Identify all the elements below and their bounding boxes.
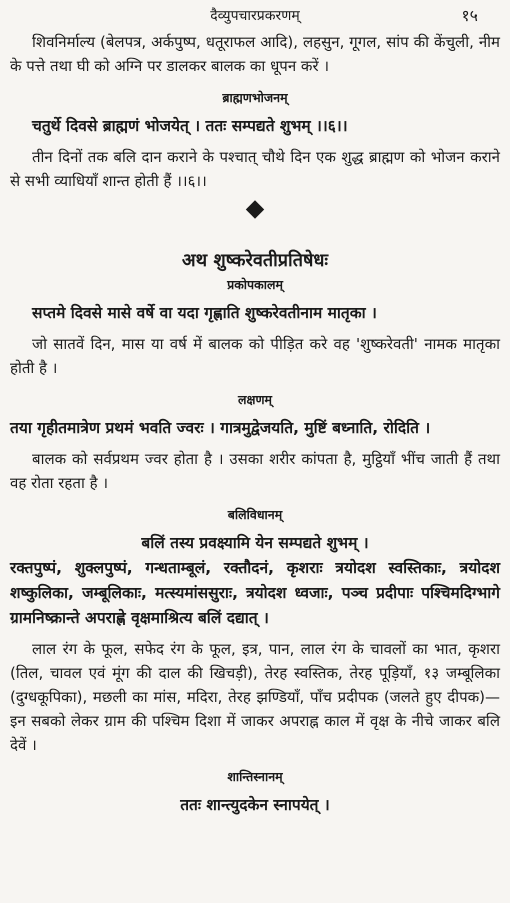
verse-shanti: ततः शान्त्युदकेन स्नापयेत् । [180, 796, 330, 814]
heading-brahmana-bhojanam: ब्राह्मणभोजनम् [222, 90, 288, 105]
diamond-icon [246, 200, 264, 218]
verse-lakshana: तया गृहीतमात्रेण प्रथमं भवति ज्वरः । गात्रमुद्वेजयति, मुष्टिं बध्नाति, रोदिति । [10, 419, 431, 437]
page-number: १५ [461, 6, 478, 25]
heading-bali-vidhanam: बलिविधानम् [227, 507, 283, 522]
heading-prakopa-kalam: प्रकोपकालम् [227, 277, 283, 292]
translation-brahmana: तीन दिनों तक बलि दान कराने के पश्चात् चौथे दिन एक शुद्ध ब्राह्मण को भोजन कराने से सभी व्याधियाँ शान्त होती हैं ।।६।। [10, 148, 500, 190]
heading-lakshanam: लक्षणम् [238, 392, 272, 407]
verse-bali-intro: बलिं तस्य प्रवक्ष्यामि येन सम्पद्यते शुभम् । [141, 534, 369, 552]
chapter-title: अथ शुष्करेवतीप्रतिषेधः [181, 250, 329, 271]
translation-lakshana: बालक को सर्वप्रथम ज्वर होता है । उसका शरीर कांपता है, मुट्ठियाँ भींच जाती हैं तथा वह रोता रहता है । [10, 450, 500, 492]
verse-bali-block: रक्तपुष्पं, शुक्लपुष्पं, गन्धताम्बूलं, रक्तौदनं, कृशराः त्रयोदश स्वस्तिकाः, त्रयोदश शष्कुलिका, जम्बूलिकाः, मत्स्यमांससुराः, त्रयोदश ध्वजाः, पञ्च प्रदीपाः पश्चिमदिग्भागे ग्रामनिष्क्रान्ते अपराह्णे वृक्षमाश्रित्य बलिं दद्यात् । [10, 559, 500, 627]
heading-shanti-snanam: शान्तिस्नानम् [227, 769, 283, 784]
intro-paragraph: शिवनिर्माल्य (बेलपत्र, अर्कपुष्प, धतूराफल आदि), लहसुन, गूगल, सांप की केंचुली, नीम के पत्ते तथा घी को अग्नि पर डालकर बालक का धूपन करें । [10, 33, 500, 75]
verse-prakopa: सप्तमे दिवसे मासे वर्षे वा यदा गृह्णाति शुष्करेवतीनाम मातृका । [32, 304, 377, 322]
translation-bali: लाल रंग के फूल, सफेद रंग के फूल, इत्र, पान, लाल रंग के चावलों का भात, कृशरा (तिल, चावल एवं मूंग की दाल की खिचड़ी), तेरह स्वस्तिक, तेरह पूड़ियाँ, १३ जम्बूलिका (दुग्धकूपिका), मछली का मांस, मदिरा, तेरह झण्डियाँ, पाँच प्रदीपक (जलते हुए दीपक)—इन सबको लेकर ग्राम की पश्चिम दिशा में जाकर अपराह्न काल में वृक्ष के नीचे जाकर बलि देवें । [10, 640, 500, 754]
section-ornament [10, 193, 500, 237]
page-header [10, 0, 500, 30]
verse-brahmana: चतुर्थे दिवसे ब्राह्मणं भोजयेत् । ततः सम्पद्यते शुभम् ।।६।। [32, 117, 348, 135]
translation-prakopa: जो सातवें दिन, मास या वर्ष में बालक को पीड़ित करे वह 'शुष्करेवती' नामक मातृका होती है । [10, 335, 500, 377]
running-title: दैव्युपचारप्रकरणम् [210, 8, 300, 24]
